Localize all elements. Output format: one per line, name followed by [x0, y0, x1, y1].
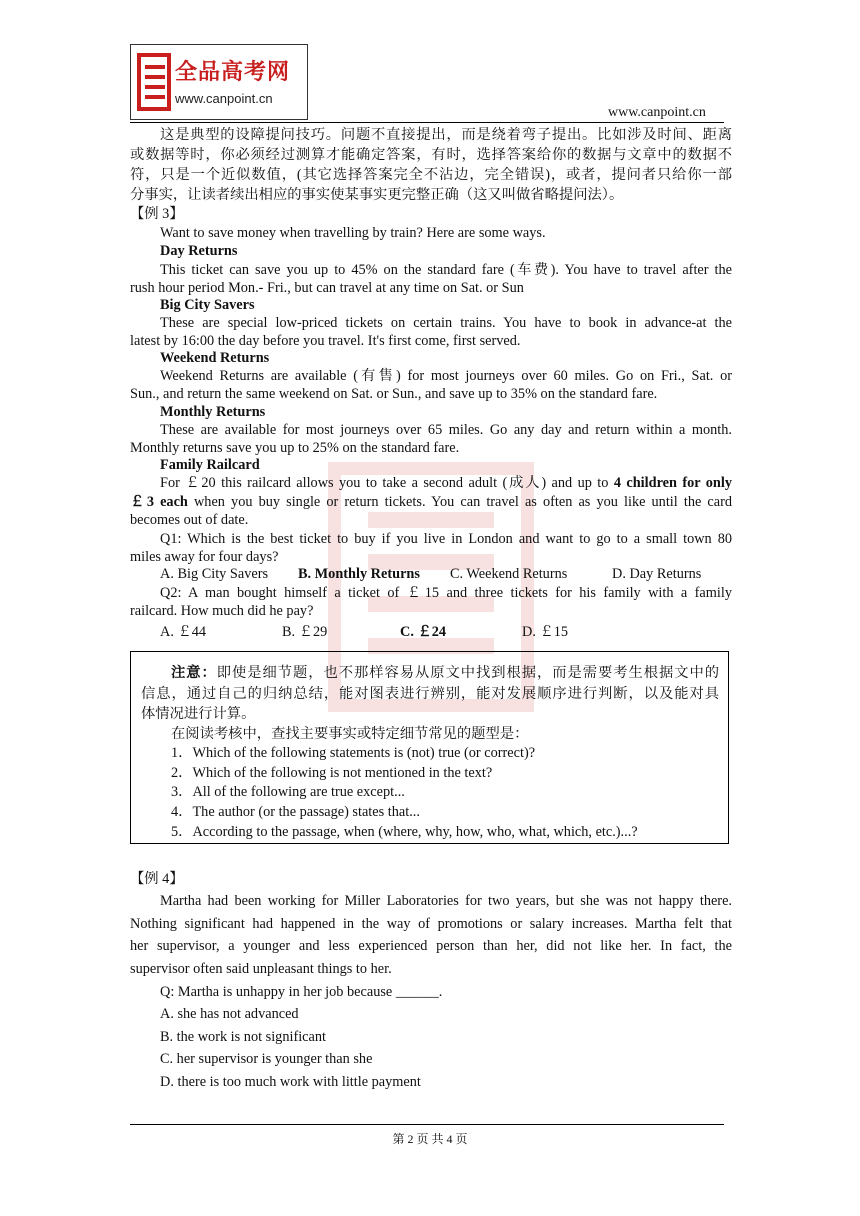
family-title: Family Railcard	[160, 457, 260, 473]
note-item-4: 4．The author (or the passage) states that...	[171, 804, 420, 820]
family-line-3: becomes out of date.	[130, 512, 249, 528]
canpoint-logo	[130, 44, 308, 120]
page-number: 第 2 页 共 4 页	[392, 1132, 468, 1146]
family-line-2-text: when you buy single or return tickets. You can travel as often as you like until the card	[187, 494, 733, 510]
q2-option-d: D. ￡15	[522, 624, 569, 640]
example4-question: Q: Martha is unhappy in her job because ______.	[160, 984, 443, 1000]
header-site-url[interactable]: www.canpoint.cn	[608, 105, 706, 120]
example3-label: 【例 3】	[130, 206, 184, 222]
weekend-title: Weekend Returns	[160, 350, 270, 366]
intro-line-1: 这是典型的设障提问技巧。问题不直接提出，而是绕着弯子提出。比如涉及时间、距离	[160, 127, 732, 143]
q1-line-2: miles away for four days?	[130, 549, 279, 565]
note-line-1-text: 即使是细节题，也不那样容易从原文中找到根据，而是需要考生根据文中的	[216, 665, 720, 681]
day-returns-title: Day Returns	[160, 243, 238, 259]
big-city-line-1: These are special low-priced tickets on certain trains. You have to book in advance-at the	[160, 315, 732, 331]
q2-line-1: Q2: A man bought himself a ticket of ￡15 and three tickets for his family with a family	[160, 585, 732, 601]
monthly-line-1: These are available for most journeys over 65 miles. Go any day and return within a month.	[160, 422, 732, 438]
note-line-4: 在阅读考核中，查找主要事实或特定细节常见的题型是：	[171, 726, 529, 742]
note-line-2: 信息，通过自己的归纳总结，能对图表进行辨别，能对发展顺序进行判断，以及能对具	[141, 686, 719, 702]
example3-opening: Want to save money when travelling by train? Here are some ways.	[160, 225, 546, 241]
q2-option-c: C. ￡24	[400, 624, 447, 640]
q1-line-1: Q1: Which is the best ticket to buy if you live in London and want to go to a small town 80	[160, 531, 732, 547]
example4-line-1: Martha had been working for Miller Laboratories for two years, but she was not happy there.	[160, 893, 732, 909]
big-city-title: Big City Savers	[160, 297, 255, 313]
monthly-line-2: Monthly returns save you up to 25% on the standard fare.	[130, 440, 460, 456]
note-line-3: 体情况进行计算。	[141, 706, 256, 722]
example4-line-3: her supervisor, a younger and less experienced person than her, did not like her. In fact, the	[130, 938, 732, 954]
note-item-3: 3．All of the following are true except...	[171, 784, 405, 800]
big-city-line-2: latest by 16:00 the day before you travel. It's first come, first served.	[130, 333, 521, 349]
example4-line-4: supervisor often said unpleasant things to her.	[130, 961, 392, 977]
example4-line-2: Nothing significant had happened in the way of promotions or salary increases. Martha felt that	[130, 916, 732, 932]
example4-label: 【例 4】	[130, 871, 184, 887]
logo-seal-icon	[137, 53, 171, 111]
example4-option-c: C. her supervisor is younger than she	[160, 1051, 373, 1067]
note-item-1: 1．Which of the following statements is (not) true (or correct)?	[171, 745, 536, 761]
q1-option-b: B. Monthly Returns	[298, 566, 420, 582]
weekend-line-1: Weekend Returns are available (有售) for most journeys over 60 miles. Go on Fri., Sat. or	[160, 368, 732, 384]
note-item-5: 5．According to the passage, when (where, why, how, who, what, which, etc.)...?	[171, 824, 638, 840]
monthly-title: Monthly Returns	[160, 404, 266, 420]
q2-option-a: A. ￡44	[160, 624, 207, 640]
note-title: 注意：	[171, 665, 217, 681]
q1-option-d: D. Day Returns	[612, 566, 702, 582]
footer-divider	[130, 1124, 724, 1125]
intro-line-4: 分事实，让读者续出相应的事实使某事实更完整正确（这又叫做省略提问法）。	[130, 187, 624, 203]
intro-line-2: 或数据等时，你必须经过测算才能确定答案，有时，选择答案给你的数据与文章中的数据不	[130, 147, 732, 163]
family-line-1	[160, 474, 732, 492]
day-returns-line-2: rush hour period Mon.- Fri., but can travel at any time on Sat. or Sun	[130, 280, 524, 296]
q2-line-2: railcard. How much did he pay?	[130, 603, 314, 619]
logo-url: www.canpoint.cn	[175, 91, 273, 106]
family-line-1-text: For ￡20 this railcard allows you to take a second adult (成人) and up to	[160, 475, 614, 491]
example4-option-d: D. there is too much work with little payment	[160, 1074, 421, 1090]
family-line-2	[130, 493, 732, 511]
day-returns-line-1: This ticket can save you up to 45% on the standard fare (车费). You have to travel after the	[160, 262, 732, 278]
example4-option-a: A. she has not advanced	[160, 1006, 299, 1022]
family-line-2-bold: ￡3 each	[130, 494, 188, 510]
q2-option-b: B. ￡29	[282, 624, 328, 640]
note-item-2: 2．Which of the following is not mentioned in the text?	[171, 765, 493, 781]
header-divider	[130, 122, 724, 123]
weekend-line-2: Sun., and return the same weekend on Sat. or Sun., and save up to 35% on the standard fare.	[130, 386, 658, 402]
example4-option-b: B. the work is not significant	[160, 1029, 326, 1045]
family-line-1-bold: 4 children for only	[613, 475, 732, 491]
q1-option-a: A. Big City Savers	[160, 566, 269, 582]
q1-option-c: C. Weekend Returns	[450, 566, 568, 582]
logo-chinese-name: 全品高考网	[175, 60, 291, 85]
note-line-1	[171, 662, 719, 682]
intro-line-3: 符，只是一个近似数值，(其它选择答案完全不沾边，完全错误)，或者，提问者只给你一部	[130, 167, 732, 183]
